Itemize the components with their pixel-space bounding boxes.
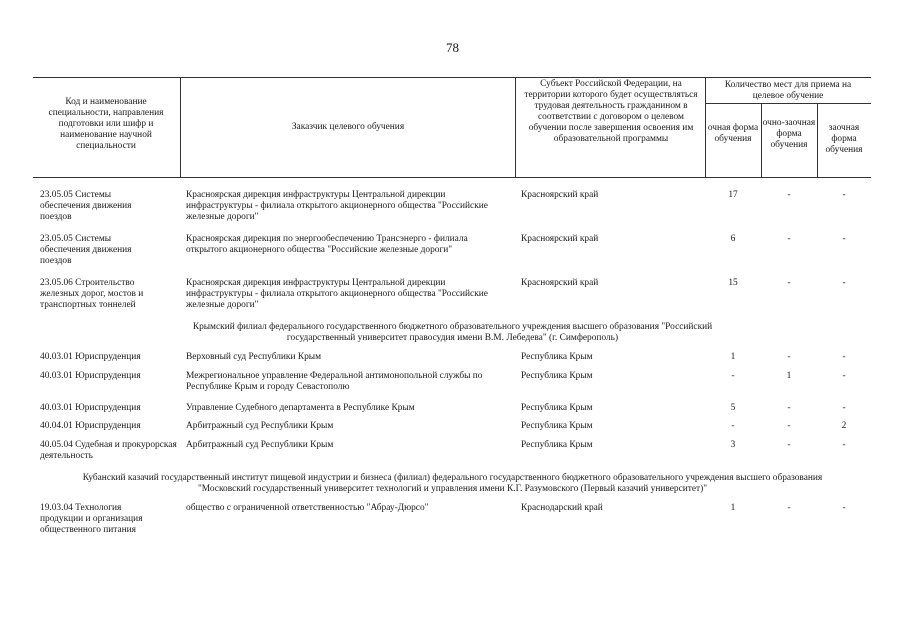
table-row-part-time: -: [787, 403, 791, 413]
header-full-time: очная форма обучения: [707, 123, 759, 144]
table-row-extramural: -: [842, 352, 846, 362]
table-row-part-time: -: [787, 440, 791, 450]
table-row-code: 40.04.01 Юриспруденция: [40, 421, 141, 431]
header-specialty: Код и наименование специальности, направления подготовки или шифр и наименование научной специальности: [48, 97, 164, 151]
table-row-part-time: -: [787, 352, 791, 362]
table-row-region: Республика Крым: [521, 352, 593, 362]
header-places: Количество мест для приема на целевое обучение: [724, 80, 852, 101]
table-top-border: [33, 77, 871, 78]
table-row-extramural: -: [842, 190, 846, 200]
table-row-region: Краснодарский край: [521, 503, 603, 513]
table-row-region: Красноярский край: [521, 190, 599, 200]
table-row-extramural: -: [842, 403, 846, 413]
subheader-border: [705, 103, 871, 104]
header-part-time: очно-заочная форма обучения: [762, 118, 816, 150]
table-row-part-time: -: [787, 278, 791, 288]
table-row-full-time: 3: [730, 440, 736, 450]
table-row-full-time: 17: [728, 190, 738, 200]
table-row-region: Республика Крым: [521, 403, 593, 413]
table-row-full-time: 5: [730, 403, 736, 413]
table-row-region: Республика Крым: [521, 371, 593, 381]
table-row-customer: общество с ограниченной ответственностью "Абрау-Дюрсо": [186, 503, 429, 513]
table-row-full-time: -: [731, 371, 735, 381]
table-row-code: 23.05.05 Системы обеспечения движения поездов: [40, 190, 132, 222]
table-row-customer: Межрегиональное управление Федеральной антимонопольной службы по Республике Крым и городу Севастополю: [186, 371, 483, 392]
table-row-region: Красноярский край: [521, 234, 599, 244]
table-row-extramural: 2: [841, 421, 847, 431]
table-row-code: 19.03.04 Технология продукции и организация общественного питания: [40, 503, 143, 535]
table-row-extramural: -: [842, 440, 846, 450]
table-row-part-time: -: [787, 503, 791, 513]
table-row-region: Республика Крым: [521, 440, 593, 450]
table-row-extramural: -: [842, 278, 846, 288]
col-divider-2: [515, 77, 516, 177]
header-customer: Заказчик целевого обучения: [291, 122, 405, 132]
table-row-part-time: 1: [786, 371, 792, 381]
table-row-full-time: 1: [730, 503, 736, 513]
table-row-code: 23.05.06 Строительство железных дорог, мостов и транспортных тоннелей: [40, 278, 144, 310]
table-row-full-time: 6: [730, 234, 736, 244]
table-row-code: 40.05.04 Судебная и прокурорская деятельность: [40, 440, 177, 461]
table-row-code: 40.03.01 Юриспруденция: [40, 352, 141, 362]
table-row-customer: Управление Судебного департамента в Республике Крым: [186, 403, 415, 413]
table-row-part-time: -: [787, 190, 791, 200]
table-row-code: 23.05.05 Системы обеспечения движения поездов: [40, 234, 132, 266]
table-row-region: Республика Крым: [521, 421, 593, 431]
table-row-customer: Красноярская дирекция по энергообеспечению Трансэнерго - филиала открытого акционерного общества "Российские железные дороги": [186, 234, 468, 255]
table-row-extramural: -: [842, 503, 846, 513]
table-row-customer: Арбитражный суд Республики Крым: [186, 421, 334, 431]
header-bottom-border: [33, 177, 871, 178]
page-number: 78: [446, 40, 459, 55]
table-row-part-time: -: [787, 234, 791, 244]
table-row-code: 40.03.01 Юриспруденция: [40, 403, 141, 413]
header-region: Субъект Российской Федерации, на территории которого будет осуществляться трудовая деятельность гражданином в соответствии с договором о целевом обучении после завершения освоения им образовательной программы: [524, 79, 698, 144]
section-title-crimea: Крымский филиал федерального государственного бюджетного образовательного учреждения высшего образования "Российский государственный университет правосудия имени В.М. Лебедева" (г. Симферополь): [192, 322, 713, 343]
table-row-full-time: 1: [730, 352, 736, 362]
table-row-region: Красноярский край: [521, 278, 599, 288]
col-divider-1: [180, 77, 181, 177]
table-row-extramural: -: [842, 234, 846, 244]
table-row-customer: Красноярская дирекция инфраструктуры Центральной дирекции инфраструктуры - филиала открытого акционерного общества "Российские железные дороги": [186, 278, 488, 310]
table-row-customer: Верховный суд Республики Крым: [186, 352, 322, 362]
section-title-kuban: Кубанский казачий государственный институт пищевой индустрии и бизнеса (филиал) федерального государственного бюджетного образовательного учреждения высшего образования "Московский государственный университет технологий и управления имени К.Г. Разумовского (Первый казачий университет)": [82, 473, 823, 494]
table-row-extramural: -: [842, 371, 846, 381]
table-row-code: 40.03.01 Юриспруденция: [40, 371, 141, 381]
header-extramural: заочная форма обучения: [825, 123, 863, 155]
table-row-full-time: -: [731, 421, 735, 431]
table-row-customer: Красноярская дирекция инфраструктуры Центральной дирекции инфраструктуры - филиала открытого акционерного общества "Российские железные дороги": [186, 190, 488, 222]
table-row-part-time: -: [787, 421, 791, 431]
table-row-customer: Арбитражный суд Республики Крым: [186, 440, 334, 450]
table-row-full-time: 15: [728, 278, 738, 288]
